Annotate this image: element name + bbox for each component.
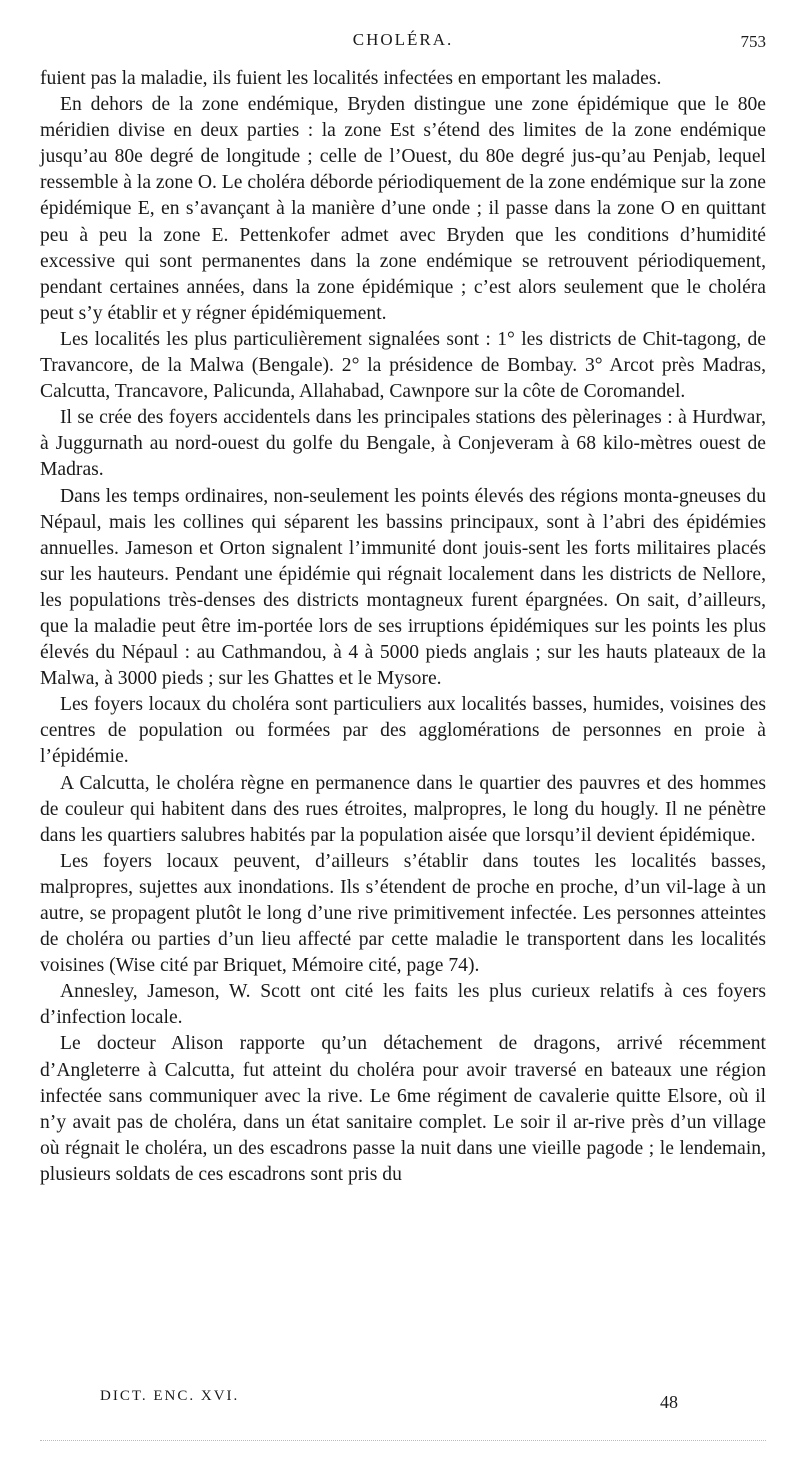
text-body: [40, 66, 766, 1188]
signature-mark: DICT. ENC. XVI.: [100, 1388, 240, 1404]
paragraph: Les foyers locaux du choléra sont particuliers aux localités basses, humides, voisines des centres de population ou formées par des agglomérations de personnes en proie à l’épidémie.: [40, 694, 766, 768]
paragraph: Les foyers locaux peuvent, d’ailleurs s’établir dans toutes les localités basses, malpropres, sujettes aux inondations. Ils s’étendent de proche en proche, d’un vil-lage à un autre, se propagent plutôt le long d’une rive primitivement infectée. Les personnes atteintes de choléra ou parties d’un lieu affecté par cette maladie le transportent dans les localités voisines (Wise cité par Briquet, Mémoire cité, page 74).: [40, 850, 766, 977]
running-title: CHOLÉRA.: [352, 30, 454, 49]
paragraph: Dans les temps ordinaires, non-seulement les points élevés des régions monta-gneuses du Népaul, mais les collines qui séparent les bassins principaux, sont à l’abri des épidémies annuelles. Jameson et Orton signalent l’immunité dont jouis-sent les forts militaires placés sur les hauteurs. Pendant une épidémie qui régnait localement dans les districts de Nellore, les populations très-denses des districts montagneux furent épargnées. On sait, d’ailleurs, que la maladie peut être im-portée lors de ses irruptions épidémiques sur les points les plus élevés du Népaul : au Cathmandou, à 4 à 5000 pieds anglais ; sur les hauts plateaux de la Malwa, à 3000 pieds ; sur les Ghattes et le Mysore.: [40, 485, 766, 690]
paragraph: Annesley, Jameson, W. Scott ont cité les faits les plus curieux relatifs à ces foyers d’infection locale.: [40, 981, 766, 1029]
paragraph: fuient pas la maladie, ils fuient les localités infectées en emportant les malades.: [40, 68, 662, 89]
paragraph: Il se crée des foyers accidentels dans les principales stations des pèlerinages : à Hurdwar, à Juggurnath au nord-ouest du golfe du Bengale, à Conjeveram à 68 kilo-mètres ouest de Madras.: [40, 407, 766, 481]
paragraph: En dehors de la zone endémique, Bryden distingue une zone épidémique que le 80e méridien divise en deux parties : la zone Est s’étend des limites de la zone endémique jusqu’au 80e degré de longitude ; celle de l’Ouest, du 80e degré jus-qu’au Penjab, lequel ressemble à la zone O. Le choléra déborde périodiquement de la zone endémique sur la zone épidémique E, en s’avançant à la manière d’une onde ; il passe dans la zone O en quittant peu à peu la zone E. Pettenkofer admet avec Bryden que les conditions d’humidité excessive qui sont permanentes dans la zone endémique se retrouvent périodiquement, pendant certaines années, dans la zone épidémique ; c’est alors seulement que le choléra peut s’y établir et y régner épidémiquement.: [40, 94, 766, 324]
paragraph: Les localités les plus particulièrement signalées sont : 1° les districts de Chit-tagong, de Travancore, de la Malwa (Bengale). 2° la présidence de Bombay. 3° Arcot près Madras, Calcutta, Trancavore, Palicunda, Allahabad, Cawnpore sur la côte de Coromandel.: [40, 328, 766, 403]
sheet-number: 48: [660, 1392, 678, 1412]
paragraph: Le docteur Alison rapporte qu’un détachement de dragons, arrivé récemment d’Angleterre à Calcutta, fut atteint du choléra pour avoir traversé en bateaux une région infectée sans communiquer avec la rive. Le 6me régiment de cavalerie quitte Elsore, où il n’y avait pas de choléra, dans un état sanitaire complet. Le soir il ar-rive près d’un village où régnait le choléra, un des escadrons passe la nuit dans une vieille pagode ; le lendemain, plusieurs soldats de ces escadrons sont pris du: [40, 1033, 766, 1185]
book-page: [40, 0, 766, 1477]
page-number: 753: [740, 32, 766, 51]
running-header: [40, 30, 766, 58]
page-footer: [40, 1388, 766, 1418]
bottom-rule: [40, 1440, 766, 1441]
paragraph: A Calcutta, le choléra règne en permanence dans le quartier des pauvres et des hommes de couleur qui habitent dans des rues étroites, malpropres, le long du hougly. Il ne pénètre dans les quartiers salubres habités par la population aisée que lorsqu’il devient épidémique.: [40, 772, 766, 846]
